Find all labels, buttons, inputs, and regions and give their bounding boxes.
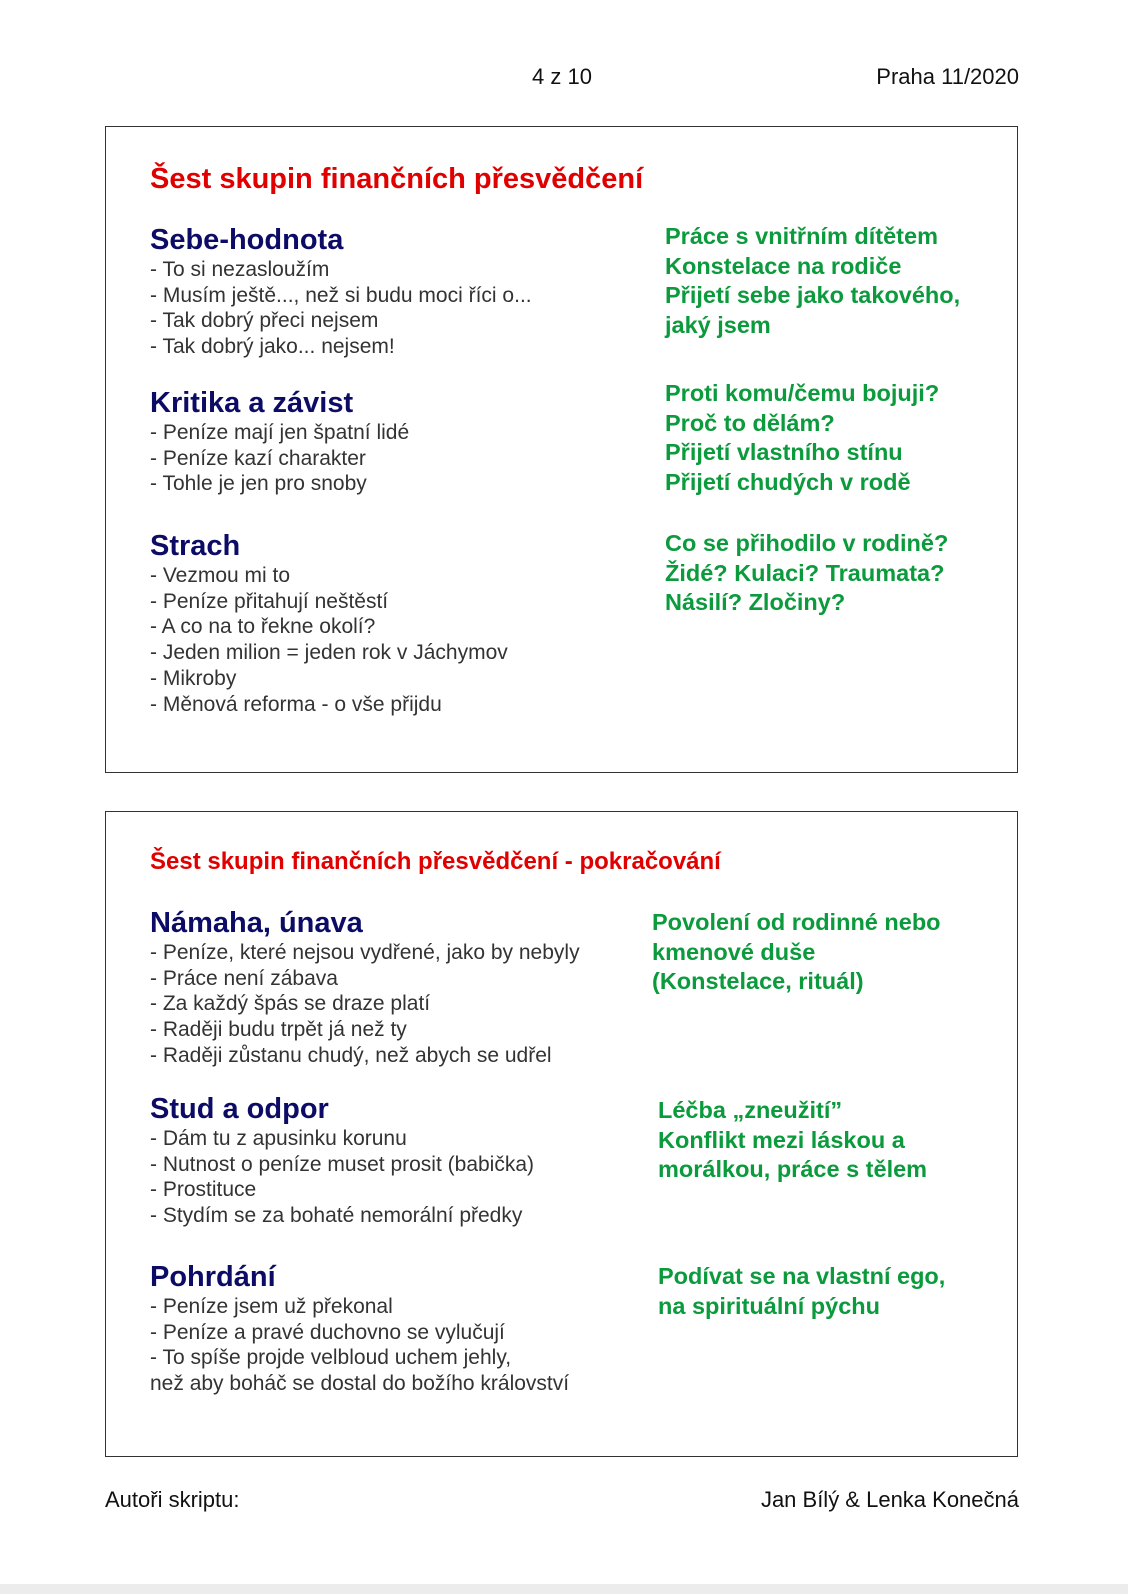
list-item: - Tak dobrý přeci nejsem — [150, 309, 379, 333]
viewer-bottom-strip — [0, 1584, 1128, 1594]
note-line: Co se přihodilo v rodině? — [665, 530, 949, 556]
note-line: Přijetí vlastního stínu — [665, 439, 903, 465]
list-item: - Prostituce — [150, 1178, 257, 1202]
list-item: - Tohle je jen pro snoby — [150, 472, 367, 496]
note-line: jaký jsem — [665, 311, 771, 338]
belief-group-fear — [150, 529, 508, 717]
group-heading: Námaha, únava — [150, 907, 363, 939]
note-line: kmenové duše — [652, 938, 816, 965]
remedy-note-effort — [652, 908, 941, 997]
note-line: Povolení od rodinné nebo — [652, 909, 941, 935]
remedy-note-self-worth — [665, 222, 960, 340]
belief-group-effort — [150, 906, 580, 1069]
list-item: - Za každý špás se draze platí — [150, 992, 431, 1016]
page-number: 4 z 10 — [532, 64, 592, 89]
note-line: morálkou, práce s tělem — [658, 1156, 928, 1182]
note-line: Proti komu/čemu bojuji? — [665, 380, 940, 406]
list-item: - Peníze a pravé duchovno se vylučují — [150, 1320, 505, 1344]
list-item: - Raději budu trpět já než ty — [150, 1018, 407, 1042]
belief-group-contempt — [150, 1260, 569, 1397]
group-heading: Stud a odpor — [150, 1093, 329, 1125]
group-heading: Strach — [150, 530, 241, 562]
slide-2 — [105, 811, 1018, 1457]
slide-title: Šest skupin finančních přesvědčení - pokračování — [150, 848, 721, 875]
list-item: - Peníze, které nejsou vydřené, jako by nebyly — [150, 941, 580, 964]
note-line: Násilí? Zločiny? — [665, 589, 846, 615]
list-item: - Peníze jsem už překonal — [150, 1295, 393, 1318]
remedy-note-fear — [665, 529, 948, 618]
note-line: Podívat se na vlastní ego, — [658, 1263, 946, 1289]
remedy-note-criticism — [665, 379, 939, 497]
note-line: Konstelace na rodiče — [665, 252, 902, 279]
note-line: Práce s vnitřním dítětem — [665, 223, 938, 249]
list-item: - Stydím se za bohaté nemorální předky — [150, 1204, 523, 1228]
list-item: - Vezmou mi to — [150, 564, 291, 587]
list-item: - Dám tu z apusinku korunu — [150, 1127, 407, 1150]
list-item: - Jeden milion = jeden rok v Jáchymov — [150, 641, 508, 665]
list-item: - Peníze kazí charakter — [150, 446, 366, 470]
list-item: - Raději zůstanu chudý, než abych se udřel — [150, 1043, 552, 1067]
slide-title: Šest skupin finančních přesvědčení — [150, 163, 644, 195]
remedy-note-shame — [658, 1096, 927, 1185]
list-item: - Nutnost o peníze muset prosit (babička) — [150, 1152, 535, 1176]
list-item: - Peníze mají jen špatní lidé — [150, 421, 410, 444]
remedy-note-contempt — [658, 1262, 945, 1321]
list-item: - To si nezasloužím — [150, 258, 330, 281]
note-line: Přijetí chudých v rodě — [665, 468, 911, 495]
list-item: - Mikroby — [150, 666, 237, 690]
list-item: - A co na to řekne okolí? — [150, 615, 376, 639]
note-line: (Konstelace, rituál) — [652, 968, 864, 994]
slide-1 — [105, 126, 1018, 773]
list-item: - Peníze přitahují neštěstí — [150, 589, 389, 613]
group-heading: Sebe-hodnota — [150, 224, 344, 256]
group-heading: Pohrdání — [150, 1261, 276, 1293]
list-item: než aby boháč se dostal do božího království — [150, 1372, 570, 1396]
note-line: na spirituální pýchu — [658, 1292, 880, 1319]
note-line: Léčba „zneužití” — [658, 1097, 843, 1123]
list-item: - Musím ještě..., než si budu moci říci o... — [150, 283, 532, 307]
note-line: Přijetí sebe jako takového, — [665, 282, 961, 308]
note-line: Konflikt mezi láskou a — [658, 1126, 905, 1153]
belief-group-criticism — [150, 386, 409, 497]
belief-group-shame — [150, 1092, 534, 1229]
authors-names: Jan Bílý & Lenka Konečná — [760, 1487, 1019, 1512]
list-item: - Měnová reforma - o vše přijdu — [150, 692, 442, 716]
note-line: Proč to dělám? — [665, 409, 835, 436]
list-item: - Tak dobrý jako... nejsem! — [150, 335, 395, 359]
note-line: Židé? Kulaci? Traumata? — [665, 559, 945, 586]
group-heading: Kritika a závist — [150, 387, 354, 419]
list-item: - Práce není zábava — [150, 966, 338, 990]
belief-group-self-worth — [150, 223, 532, 360]
authors-label: Autoři skriptu: — [105, 1487, 240, 1512]
list-item: - To spíše projde velbloud uchem jehly, — [150, 1346, 512, 1370]
place-date: Praha 11/2020 — [876, 64, 1019, 89]
